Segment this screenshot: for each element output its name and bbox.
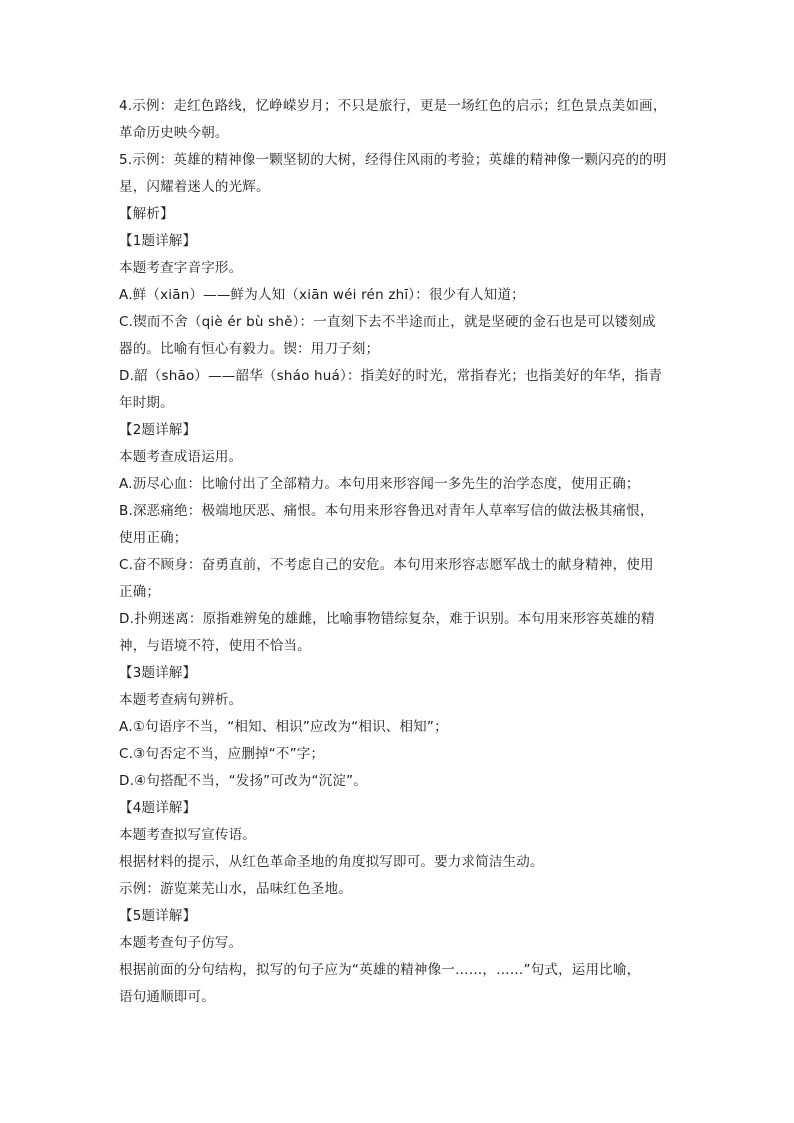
q2-topic: 本题考查成语运用。 <box>119 449 243 465</box>
q1-option-c-line-2: 器的。比喻有恒心有毅力。锲：用刀子刻； <box>119 341 380 357</box>
q1-option-c-line-1: C.锲而不舍（qiè ér bù shě）：一直刻下去不半途而止，就是坚硬的金石也是可以镂刻成 <box>119 314 656 330</box>
q1-option-d-line-2: 年时期。 <box>119 395 174 411</box>
analysis-heading: 【解析】 <box>119 206 174 222</box>
q2-heading: 【2题详解】 <box>119 422 197 438</box>
q5-topic: 本题考查句子仿写。 <box>119 935 243 951</box>
q2-option-d-line-1: D.扑朔迷离：原指难辨兔的雄雌，比喻事物错综复杂，难于识别。本句用来形容英雄的精 <box>119 611 655 627</box>
q2-option-c-line-1: C.奋不顾身：奋勇直前，不考虑自己的安危。本句用来形容志愿军战士的献身精神，使用 <box>119 557 654 573</box>
q3-option-c: C.③句否定不当，应删掉“不”字； <box>119 746 325 762</box>
q5-instruction-line-1: 根据前面的分句结构，拟写的句子应为“英雄的精神像一……，……”句式，运用比喻， <box>119 962 641 978</box>
q3-heading: 【3题详解】 <box>119 665 197 681</box>
q4-topic: 本题考查拟写宣传语。 <box>119 827 256 843</box>
q1-topic: 本题考查字音字形。 <box>119 260 243 276</box>
q4-heading: 【4题详解】 <box>119 800 197 816</box>
q1-option-d-line-1: D.韶（shāo）——韶华（sháo huá）：指美好的时光，常指春光；也指美好的年华，指青 <box>119 368 663 384</box>
q5-instruction-line-2: 语句通顺即可。 <box>119 989 215 1005</box>
q1-heading: 【1题详解】 <box>119 233 197 249</box>
q2-option-a: A.沥尽心血：比喻付出了全部精力。本句用来形容闻一多先生的治学态度，使用正确； <box>119 476 640 492</box>
q2-option-b-line-2: 使用正确； <box>119 530 188 546</box>
answer-5-line-1: 5.示例：英雄的精神像一颗坚韧的大树，经得住风雨的考验；英雄的精神像一颗闪亮的的明 <box>119 152 667 168</box>
answer-analysis-text <box>119 93 679 1011</box>
q2-option-b-line-1: B.深恶痛绝：极端地厌恶、痛恨。本句用来形容鲁迅对青年人草率写信的做法极其痛恨， <box>119 503 654 519</box>
q4-instruction: 根据材料的提示，从红色革命圣地的角度拟写即可。要力求简洁生动。 <box>119 854 544 870</box>
q3-option-d: D.④句搭配不当，“发扬”可改为“沉淀”。 <box>119 773 367 789</box>
q2-option-d-line-2: 神，与语境不符，使用不恰当。 <box>119 638 311 654</box>
q5-heading: 【5题详解】 <box>119 908 197 924</box>
q2-option-c-line-2: 正确； <box>119 584 161 600</box>
q4-example: 示例：游览莱芜山水，品味红色圣地。 <box>119 881 352 897</box>
answer-5-line-2: 星，闪耀着迷人的光辉。 <box>119 179 270 195</box>
q1-option-a: A.鲜（xiān）——鲜为人知（xiān wéi rén zhī）：很少有人知道； <box>119 287 525 303</box>
answer-4-line-1: 4.示例：走红色路线，忆峥嵘岁月；不只是旅行，更是一场红色的启示；红色景点美如画， <box>119 98 667 114</box>
answer-4-line-2: 革命历史映今朝。 <box>119 125 229 141</box>
q3-option-a: A.①句语序不当，“相知、相识”应改为“相识、相知”； <box>119 719 448 735</box>
q3-topic: 本题考查病句辨析。 <box>119 692 243 708</box>
